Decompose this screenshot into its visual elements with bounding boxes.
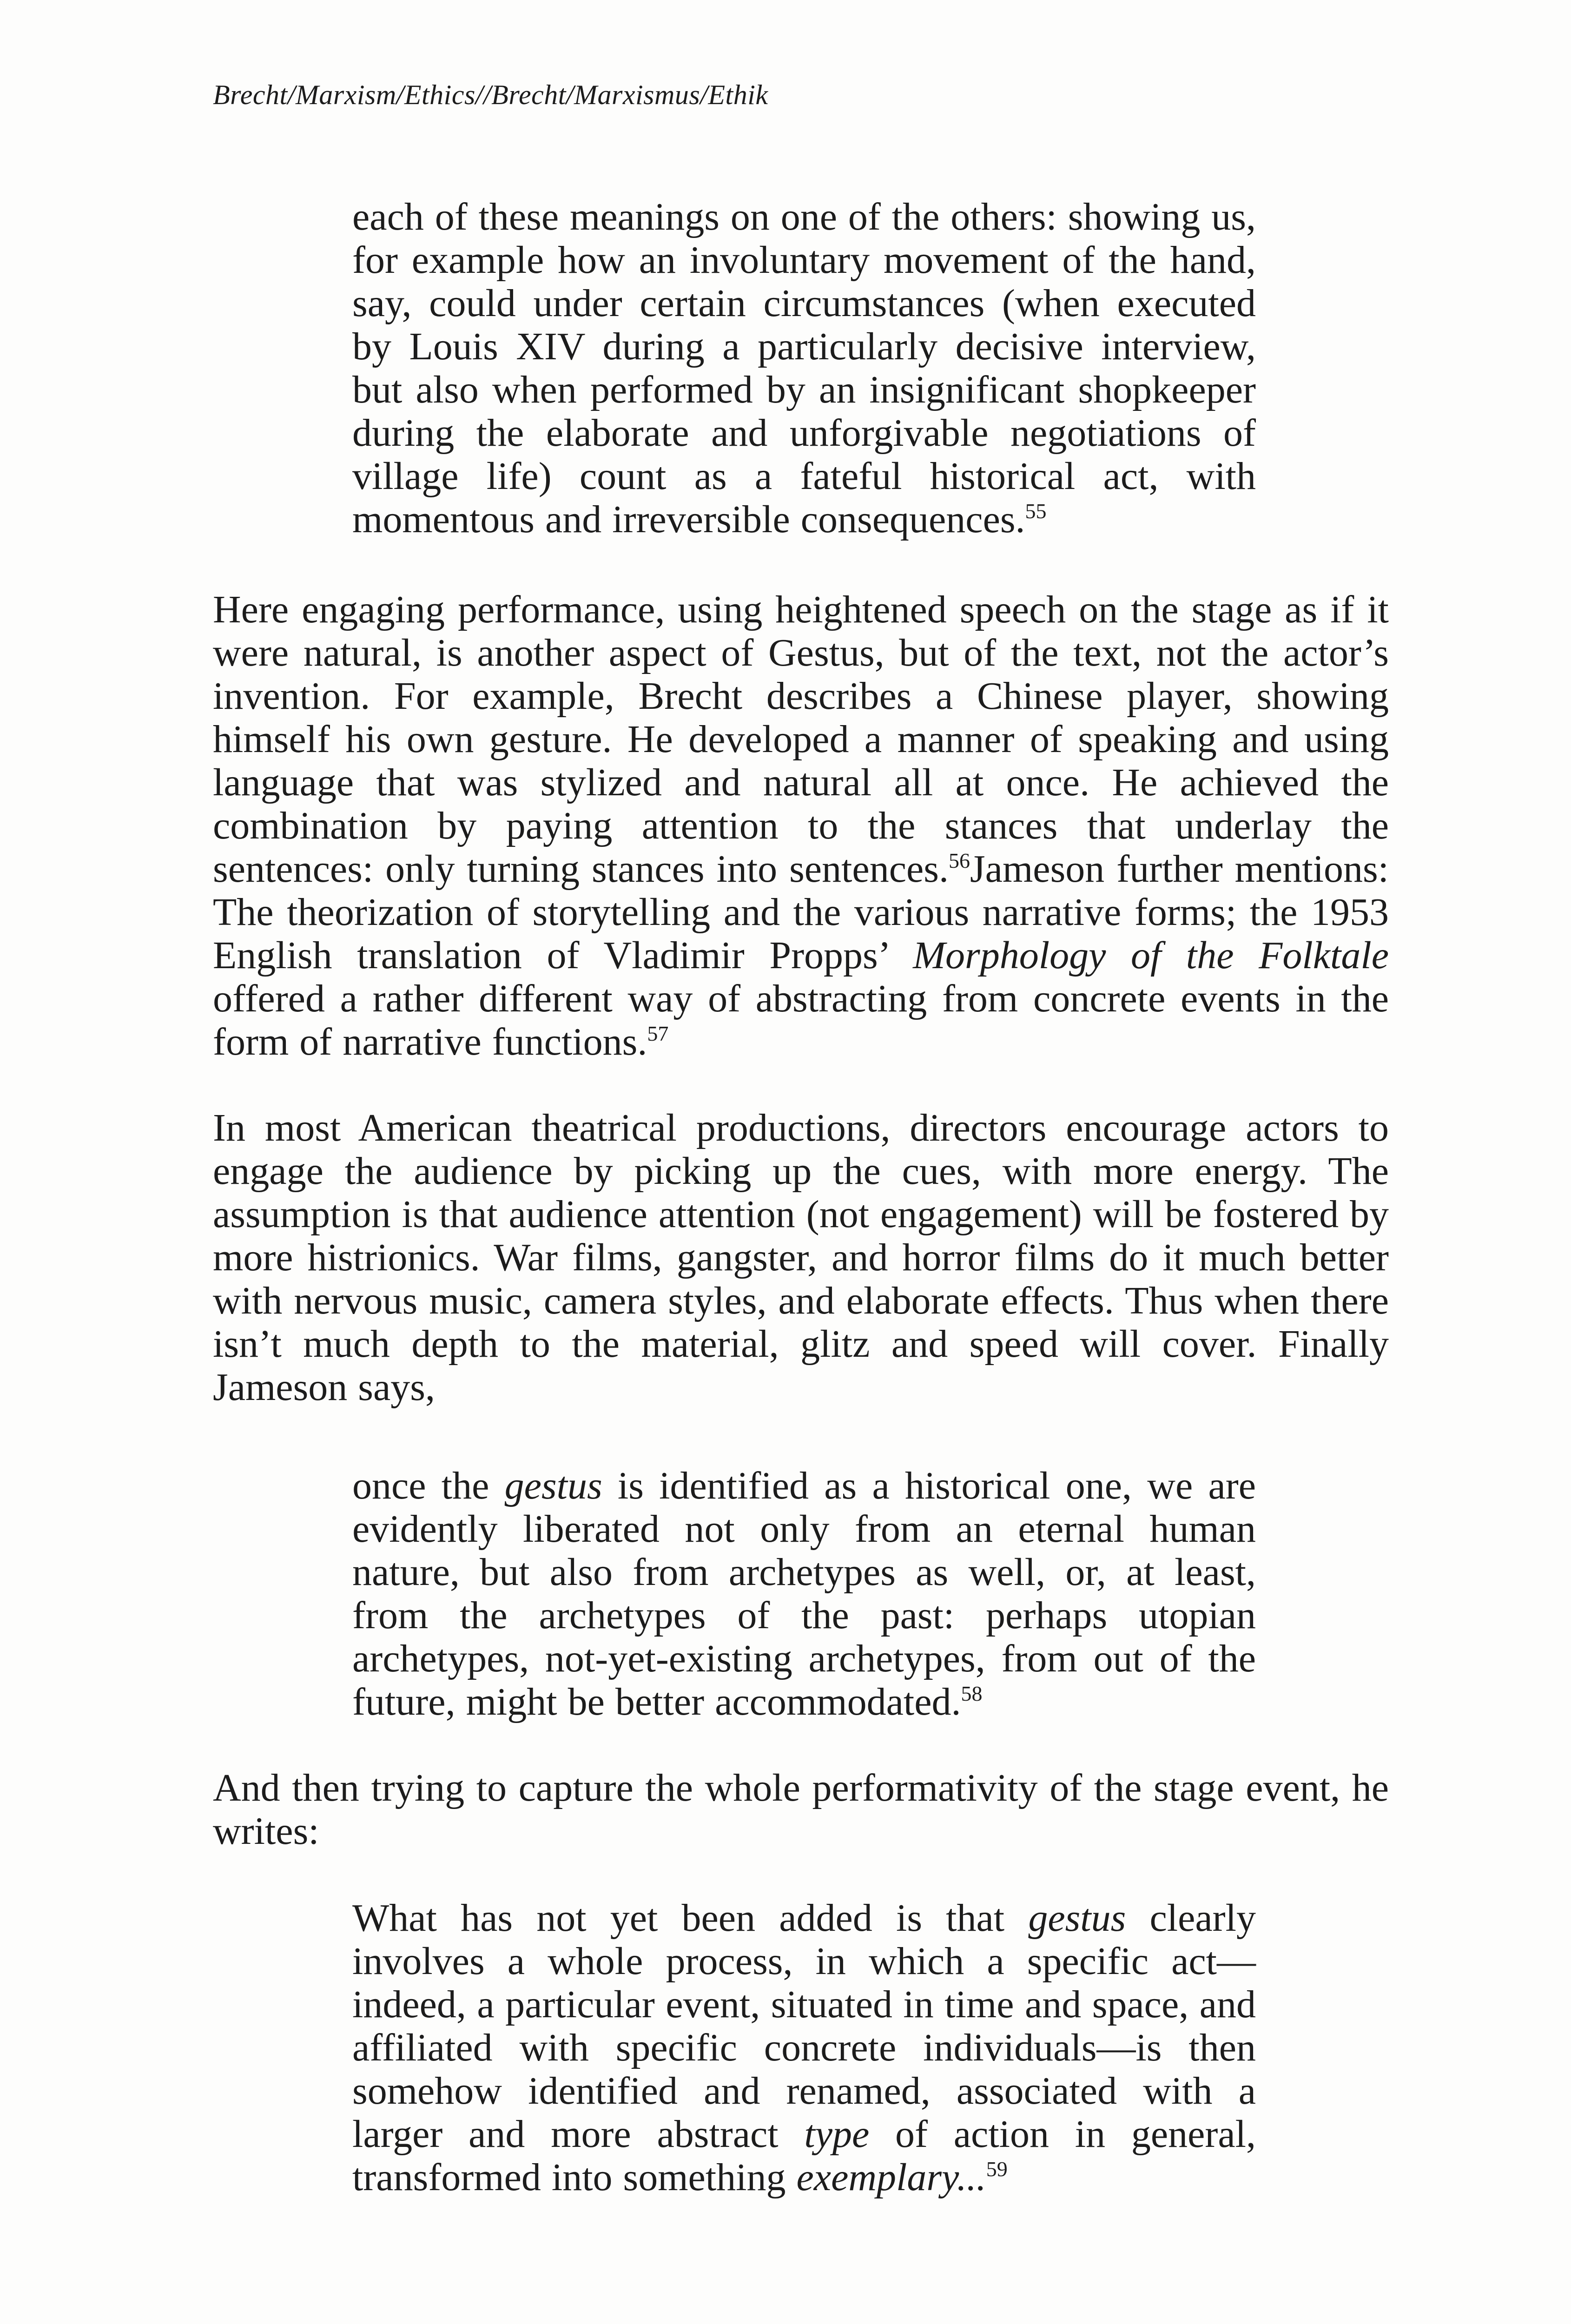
paragraph-1-text-c: offered a rather different way of abstracting from concrete events in the form of narrative functions.	[213, 977, 1389, 1063]
footnote-ref-59: 59	[986, 2157, 1008, 2181]
running-head: Brecht/Marxism/Ethics//Brecht/Marxismus/Ethik	[213, 79, 768, 110]
quote-3-text-b: clearly involves a whole process, in which a specific act—indeed, a particular event, situated in time and space, and affiliated with specific concrete individuals—is then somehow identified and renamed, associated with a larger and more abstract	[352, 1896, 1256, 2156]
footnote-ref-58: 58	[961, 1682, 983, 1705]
quote-3-term: gestus	[1028, 1896, 1126, 1940]
quote-2-text-a: once the	[352, 1464, 505, 1507]
footnote-ref-57: 57	[647, 1022, 669, 1045]
block-quote-2	[352, 1464, 1256, 1723]
block-quote-1	[352, 195, 1256, 541]
quote-3-term-type: type	[804, 2113, 870, 2156]
quote-1-text: each of these meanings on one of the others: showing us, for example how an involuntary movement of the hand, say, could under certain circumstances (when executed by Louis XIV during a particularly decisive interview, but also when performed by an insignificant shopkeeper during the elaborate and unforgivable negotiations of village life) count as a fateful historical act, with momentous and irreversible consequences.	[352, 195, 1256, 541]
quote-3-text-a: What has not yet been added is that	[352, 1896, 1029, 1940]
quote-3-ellipsis: ...	[957, 2156, 986, 2199]
footnote-ref-55: 55	[1025, 499, 1047, 523]
paragraph-1-text-a: Here engaging performance, using heightened speech on the stage as if it were natural, is another aspect of Gestus, but of the text, not the actor’s invention. For example, Brecht describes a Chinese player, showing himself his own gesture. He developed a manner of speaking and using language that was stylized and natural all at once. He achieved the combination by paying attention to the stances that underlay the sentences: only turning stances into sentences.	[213, 588, 1389, 891]
block-quote-3	[352, 1896, 1256, 2199]
quote-3-text-c: of action in general, transformed into something	[352, 2113, 1256, 2199]
quote-2-term: gestus	[504, 1464, 602, 1507]
paragraph-2-text: In most American theatrical productions, directors encourage actors to engage the audience by picking up the cues, with more energy. The assumption is that audience attention (not engagement) will be fostered by more histrionics. War films, gangster, and horror films do it much better with nervous music, camera styles, and elaborate effects. Thus when there isn’t much depth to the material, glitz and speed will cover. Finally Jameson says,	[213, 1106, 1389, 1409]
paragraph-3-text: And then trying to capture the whole performativity of the stage event, he writes:	[213, 1766, 1389, 1853]
quote-3-term-exemplary: exemplary	[796, 2156, 957, 2199]
paragraph-performativity	[213, 1766, 1389, 1853]
footnote-ref-56: 56	[948, 849, 970, 872]
paragraph-gestus-text	[213, 588, 1389, 1063]
paragraph-american-theatre	[213, 1106, 1389, 1409]
paragraph-1-text-b: Jameson further mentions: The theorization of storytelling and the various narrative forms; the 1953 English translation of Vladimir Propps’	[213, 847, 1389, 977]
quote-2-text-b: is identified as a historical one, we are evidently liberated not only from an eternal human nature, but also from archetypes as well, or, at least, from the archetypes of the past: perhaps utopian archetypes, not-yet-existing archetypes, from out of the future, might be better accommodated.	[352, 1464, 1256, 1723]
book-title: Morphology of the Folktale	[913, 934, 1389, 977]
